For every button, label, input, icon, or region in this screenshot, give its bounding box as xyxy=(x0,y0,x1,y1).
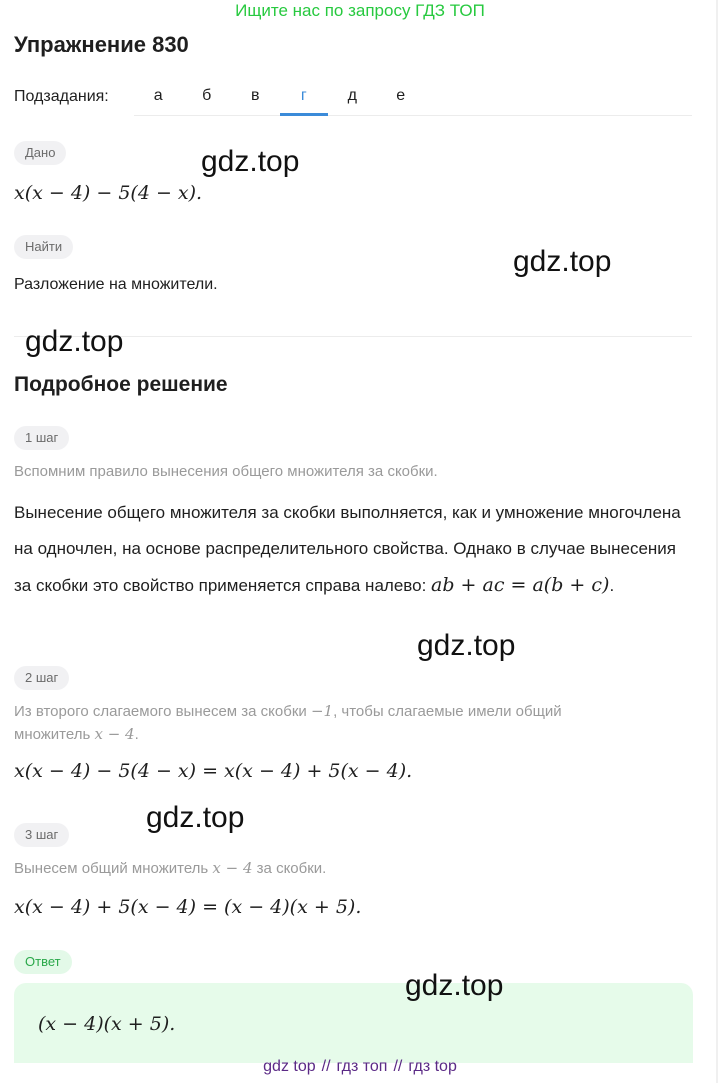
watermark: gdz.top xyxy=(405,969,504,1002)
step-3-chip: 3 шаг xyxy=(14,823,69,847)
watermark: gdz.top xyxy=(513,245,612,278)
footer-link-gdz-top-mixed[interactable]: гдз top xyxy=(408,1058,457,1075)
watermark: gdz.top xyxy=(201,145,300,178)
step-3-hint xyxy=(14,857,654,880)
step-3-hint-start: Вынесем общий множитель xyxy=(14,860,213,877)
watermark: gdz.top xyxy=(25,325,124,358)
step-1-hint: Вспомним правило вынесения общего множителя за скобки. xyxy=(14,463,438,480)
step-3-hint-math: x − 4 xyxy=(212,859,253,877)
answer-box xyxy=(14,983,693,1063)
tab-v[interactable]: в xyxy=(251,87,260,104)
step-2-hint-end: . xyxy=(134,726,139,743)
given-expression: x(x − 4) − 5(4 − x). xyxy=(14,182,203,204)
top-banner: Ищите нас по запросу ГДЗ ТОП xyxy=(235,1,485,20)
answer-chip: Ответ xyxy=(14,950,72,974)
watermark: gdz.top xyxy=(417,629,516,662)
footer-link-gdz-top[interactable]: gdz top xyxy=(263,1058,316,1075)
page-title: Упражнение 830 xyxy=(14,32,189,57)
tab-e[interactable]: е xyxy=(396,87,406,104)
tab-d[interactable]: д xyxy=(347,87,357,104)
find-chip: Найти xyxy=(14,235,73,259)
step-1-body xyxy=(14,495,686,604)
footer-separator: // xyxy=(393,1058,403,1075)
step-2-hint-start: Из второго слагаемого вынесем за скобки xyxy=(14,703,311,720)
step-1-body-text: Вынесение общего множителя за скобки выполняется, как и умножение многочлена на одночлен, на основе распределительного свойства. Однако в случае вынесения за скобки это свойство применяется справа налево: xyxy=(14,503,681,595)
step-2-hint xyxy=(14,700,634,746)
step-2-hint-math-1: −1 xyxy=(310,702,334,720)
watermark: gdz.top xyxy=(146,801,245,834)
step-2-hint-mid: , чтобы слагаемые имели общий множитель xyxy=(14,703,562,743)
given-chip: Дано xyxy=(14,141,66,165)
step-2-expression: x(x − 4) − 5(4 − x) = x(x − 4) + 5(x − 4). xyxy=(14,760,413,782)
tab-a[interactable]: а xyxy=(153,87,163,104)
footer-separator: // xyxy=(321,1058,331,1075)
tab-b[interactable]: б xyxy=(202,87,212,104)
step-1-body-end: . xyxy=(609,576,615,595)
find-text: Разложение на множители. xyxy=(14,276,218,293)
subtasks-label: Подзадания: xyxy=(14,88,109,105)
solution-title: Подробное решение xyxy=(14,373,228,396)
step-2-hint-math-2: x − 4 xyxy=(94,725,135,743)
step-1-chip: 1 шаг xyxy=(14,426,69,450)
answer-expression: (x − 4)(x + 5). xyxy=(38,1013,176,1035)
step-3-expression: x(x − 4) + 5(x − 4) = (x − 4)(x + 5). xyxy=(14,896,362,918)
page-edge-rule xyxy=(716,0,718,1083)
step-3-hint-end: за скобки. xyxy=(252,860,327,877)
footer-link-gdz-top-ru[interactable]: гдз топ xyxy=(336,1058,388,1075)
footer-links xyxy=(0,1058,720,1076)
tab-g[interactable]: г xyxy=(280,78,329,116)
subtask-tabs xyxy=(134,78,692,116)
step-1-formula: ab + ac = a(b + c) xyxy=(431,574,610,596)
step-2-chip: 2 шаг xyxy=(14,666,69,690)
